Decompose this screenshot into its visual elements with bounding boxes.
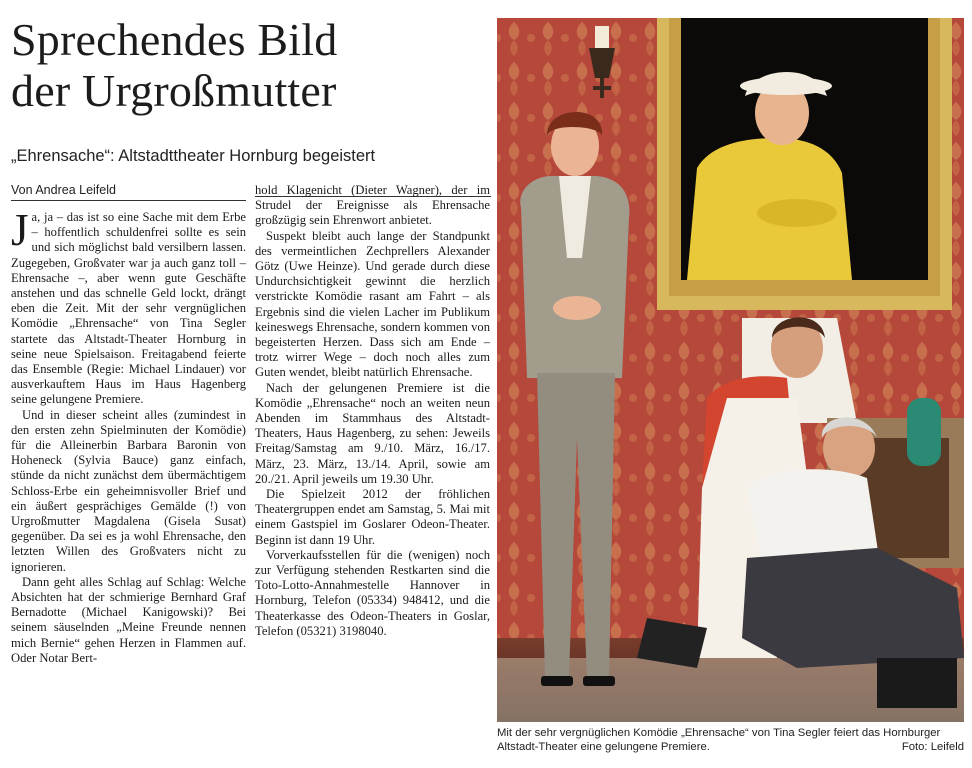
photo-caption <box>497 726 964 754</box>
paragraph <box>11 205 246 408</box>
headline-line-1: Sprechendes Bild <box>11 14 338 65</box>
article-column-1 <box>11 205 246 666</box>
paragraph: Und in dieser scheint alles (zumindest in den ersten zehn Spielminuten der Komödie) für die Alleinerbin Barbara Baronin von Hoheneck (Sylvia Bauce) ganz einfach, stünde da nicht zunächst dem übermächtigem Schloss-Erbe ein geheimnisvoller Brief und ein äußert gesprächiges Gemälde (!) von Urgroßmutter Magdalena (Gisela Susat) gegenüber. Da sei es ja wohl Ehrensache, den letzten Willen des Großvaters nicht zu ignorieren. <box>11 407 246 574</box>
stage-scene-illustration <box>497 18 964 722</box>
byline: Von Andrea Leifeld <box>11 183 246 201</box>
article-column-2 <box>255 183 490 639</box>
paragraph: hold Klagenicht (Dieter Wagner), der im Strudel der Ereignisse als Ehrensache großzügig sein Ehrenwort anbietet. <box>255 183 490 228</box>
photo-credit: Foto: Leifeld <box>901 741 964 753</box>
paragraph: Suspekt bleibt auch lange der Standpunkt des vermeintlichen Zechprellers Alexander Götz (Uwe Heinze). Und gerade durch diese Undurchsichtigkeit gewinnt die herzlich verstrickte Komödie rasant am Fahrt – als Ergebnis sind die vielen Lacher im Publikum keineswegs Ehrensache, sondern kommen von begeisterten Herzen. Dass sich am Ende – trotz wirrer Wege – doch noch alles zum Guten wendet, bleibt natürlich Ehrensache. <box>255 228 490 380</box>
caption-text: Mit der sehr vergnüglichen Komödie „Ehrensache“ von Tina Segler feiert das Hornburger Altstadt-Theater eine gelungene Premiere. <box>497 727 941 753</box>
paragraph-text: a, ja – das ist so eine Sache mit dem Erbe – hoffentlich schuldenfrei sollte es sein und sich möglichst bald versilbern lassen. Zugegeben, Großvater war ja auch ganz toll – Ehrensache –, aber wenn gute Geschäfte anstehen und das schnelle Geld lockt, drängt eben die Zeit. Mit der sehr vergnüglichen Komödie „Ehrensache“ von Tina Segler startete das Altstadt-Theater Hornburg in seine neue Spielsaison. Freitagabend feierte das Ensemble (Regie: Michael Lindauer) vor ausverkauftem Haus im Haus Hagenberg seine gelungene Premiere. <box>11 210 246 407</box>
paragraph: Dann geht alles Schlag auf Schlag: Welche Absichten hat der schmierige Bernhard Graf Bernadotte (Michael Kanigowski)? Bei seinem säuselnden „Meine Freunde nennen mich Bernie“ gehen Herzen in Flammen auf. Oder Notar Bert- <box>11 574 246 665</box>
paragraph: Nach der gelungenen Premiere ist die Komödie „Ehrensache“ noch an weiten neun Abenden im Stammhaus des Altstadt-Theaters, Haus Hagenberg, zu sehen: Jeweils Freitag/Samstag am 9./10. März, 16./17. März, 23. März, 13./14. April, sowie am 20./21. April jeweils um 19.30 Uhr. <box>255 380 490 486</box>
paragraph: Vorverkaufsstellen für die (wenigen) noch zur Verfügung stehenden Restkarten sind die Toto-Lotto-Annahmestelle Hannover in Hornburg, Telefon (05334) 948412, und die Theaterkasse des Odeon-Theaters in Goslar, Telefon (05321) 3198040. <box>255 547 490 638</box>
theater-photo <box>497 18 964 722</box>
headline-line-2: der Urgroßmutter <box>11 65 337 116</box>
drop-cap: J <box>11 205 29 255</box>
paragraph: Die Spielzeit 2012 der fröhlichen Theatergruppen endet am Samstag, 5. Mai mit einem Gastspiel im Goslarer Odeon-Theater. Beginn ist dann 19 Uhr. <box>255 487 490 547</box>
headline <box>11 14 491 116</box>
subheadline: „Ehrensache“: Altstadttheater Hornburg begeistert <box>11 147 376 165</box>
